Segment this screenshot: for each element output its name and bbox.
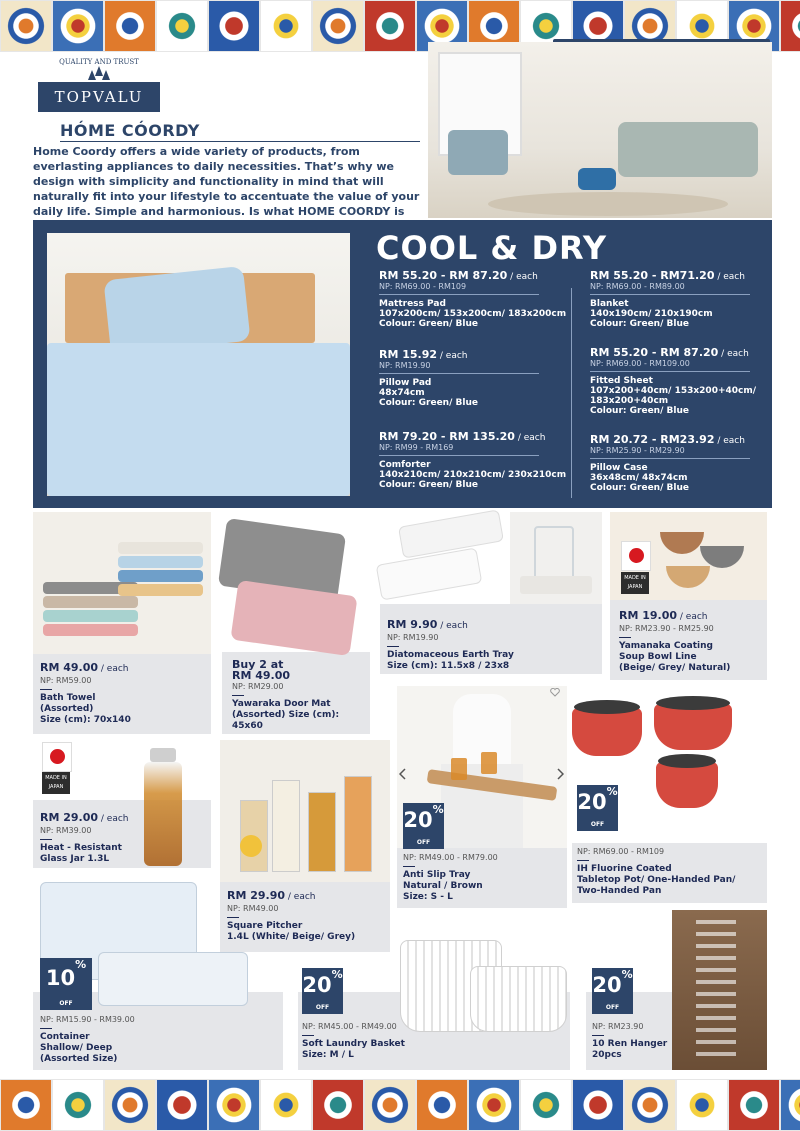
buy-offer: Buy 2 at (232, 658, 284, 671)
off-label: OFF (605, 1004, 620, 1011)
price: RM 49.00 (40, 661, 99, 674)
product-detail: Tabletop Pot/ One-Handed Pan/ (577, 875, 736, 885)
discount-badge (592, 968, 633, 1014)
product-name: Yawaraka Door Mat (232, 699, 331, 709)
price: RM 55.20 - RM71.20 (590, 269, 715, 282)
hanger-info (592, 1021, 672, 1061)
comforter-shape (47, 343, 350, 496)
price: RM 55.20 - RM 87.20 (590, 346, 719, 359)
spec-blanket (590, 271, 765, 329)
earth-tray-photo (372, 512, 510, 608)
each-label: / each (514, 433, 546, 443)
normal-price: NP: RM49.00 - RM79.00 (403, 853, 498, 862)
product-detail: (Assorted) Size (cm): 45x60 (232, 710, 340, 731)
product-name: Diatomaceous Earth Tray (387, 650, 514, 660)
price: RM 55.20 - RM 87.20 (379, 269, 508, 282)
product-name: Anti Slip Tray (403, 870, 471, 880)
item-name: Pillow Case (590, 463, 648, 473)
price: RM 15.92 (379, 348, 438, 361)
title-rule (60, 141, 420, 142)
discount-badge (302, 968, 343, 1014)
each-label: / each (285, 892, 316, 902)
percent-sign: % (621, 968, 633, 981)
item-colour: Colour: Green/ Blue (379, 319, 478, 329)
each-label: / each (98, 814, 129, 824)
cool-dry-title: COOL & DRY (376, 229, 608, 267)
price: RM 49.00 (232, 669, 291, 682)
normal-price: NP: RM59.00 (40, 676, 92, 685)
slip-tray-info (403, 852, 568, 903)
item-colour: Colour: Green/ Blue (590, 483, 689, 493)
normal-price: NP: RM99 - RM169 (379, 443, 539, 456)
percent-sign: % (75, 958, 87, 971)
price: RM 79.20 - RM 135.20 (379, 430, 515, 443)
normal-price: NP: RM69.00 - RM109.00 (590, 359, 750, 372)
hanger-photo (672, 910, 767, 1070)
product-detail: 20pcs (592, 1050, 622, 1060)
normal-price: NP: RM69.00 - RM89.00 (590, 282, 750, 295)
off-label: OFF (59, 1000, 73, 1007)
product-detail: Soup Bowl Line (619, 652, 697, 662)
discount-value: 20 (577, 790, 607, 814)
made-in-japan-badge: MADE IN JAPAN (621, 572, 649, 594)
each-label: / each (714, 272, 745, 282)
door-mat-info (232, 659, 372, 732)
item-size: 140x190cm/ 210x190cm (590, 309, 713, 319)
product-detail: Shallow/ Deep (40, 1043, 113, 1053)
product-size: Size (cm): 11.5x8 / 23x8 (387, 661, 510, 671)
column-divider (571, 288, 572, 498)
product-detail: 1.4L (White/ Beige/ Grey) (227, 932, 356, 942)
product-name: Yamanaka Coating (619, 641, 713, 651)
glass-coaster-photo (510, 512, 602, 604)
pitcher-photo (220, 740, 390, 882)
product-size: Size (cm): 70x140 (40, 715, 131, 725)
discount-value: 20 (592, 973, 622, 997)
normal-price: NP: RM19.90 (387, 633, 439, 642)
soup-bowl-info (619, 610, 769, 674)
normal-price: NP: RM69.00 - RM109 (577, 847, 665, 856)
spec-pillow-case (590, 435, 765, 493)
normal-price: NP: RM25.90 - RM29.90 (590, 446, 750, 459)
price: RM 19.00 (619, 609, 678, 622)
percent-sign: % (331, 968, 343, 981)
chevron-right-icon[interactable] (556, 768, 564, 780)
product-size: Size: S - L (403, 892, 453, 902)
product-detail: Natural / Brown (403, 881, 483, 891)
heart-icon[interactable] (550, 688, 560, 697)
discount-badge (40, 958, 92, 1010)
sofa-shape (618, 122, 758, 177)
product-name: IH Fluorine Coated (577, 864, 672, 874)
item-size: 140x210cm/ 210x210cm/ 230x210cm (379, 470, 567, 480)
each-label: / each (718, 349, 749, 359)
discount-badge (577, 785, 618, 831)
normal-price: NP: RM45.00 - RM49.00 (302, 1022, 397, 1031)
item-name: Mattress Pad (379, 299, 446, 309)
discount-value: 20 (302, 973, 332, 997)
discount-value: 20 (403, 808, 433, 832)
off-label: OFF (590, 821, 605, 828)
door-mat-photo (222, 518, 370, 652)
product-name: Square Pitcher (227, 921, 303, 931)
spec-comforter (379, 432, 569, 490)
product-detail: Glass Jar 1.3L (40, 854, 110, 864)
each-label: / each (507, 272, 538, 282)
product-name: Heat - Resistant (40, 843, 122, 853)
item-size: 36x48cm/ 48x74cm (590, 473, 688, 483)
product-variants: Two-Handed Pan (577, 886, 662, 896)
normal-price: NP: RM49.00 (227, 904, 279, 913)
pitcher-info (227, 890, 392, 943)
discount-badge (403, 803, 444, 849)
normal-price: NP: RM39.00 (40, 826, 92, 835)
normal-price: NP: RM15.90 - RM39.00 (40, 1015, 135, 1024)
pan-info (577, 846, 772, 897)
item-colour: Colour: Green/ Blue (590, 319, 689, 329)
japan-flag-icon (42, 742, 72, 772)
each-label: / each (714, 436, 745, 446)
price: RM 9.90 (387, 618, 438, 631)
ottoman-shape (578, 168, 616, 190)
percent-sign: % (606, 785, 618, 798)
product-name: Container (40, 1032, 90, 1042)
rug-shape (488, 192, 728, 216)
each-label: / each (98, 664, 129, 674)
container-info (40, 1014, 240, 1065)
bed-photo (47, 233, 350, 496)
topvalu-crest-icon (84, 66, 114, 82)
price: RM 29.90 (227, 889, 286, 902)
each-label: / each (437, 621, 468, 631)
normal-price: NP: RM19.90 (379, 361, 539, 374)
glass-jar-photo (140, 748, 190, 868)
item-colour: Colour: Green/ Blue (379, 398, 478, 408)
item-size: 107x200+40cm/ 153x200+40cm/ 183x200+40cm (590, 386, 757, 406)
product-variants: (Assorted Size) (40, 1054, 118, 1064)
bath-towel-info (40, 662, 210, 726)
bottom-tile-border (0, 1079, 800, 1131)
intro-paragraph: Home Coordy offers a wide variety of products, from everlasting appliances to daily necessities. That’s why we design with simplicity and functionality in mind that will naturally fit into your lifestyle to accentuate the value of your daily life. Simple and harmonious. Is what HOME COORDY is (33, 145, 420, 218)
off-label: OFF (416, 839, 431, 846)
normal-price: NP: RM23.90 - RM25.90 (619, 624, 714, 633)
item-name: Blanket (590, 299, 629, 309)
product-name: Bath Towel (40, 693, 96, 703)
each-label: / each (437, 351, 468, 361)
product-variants: (Beige/ Grey/ Natural) (619, 663, 731, 673)
product-name: Soft Laundry Basket (302, 1039, 405, 1049)
brand-line-title: HÓME CÓORDY (60, 121, 200, 140)
pillow-shape (103, 266, 250, 355)
product-size: Size: M / L (302, 1050, 354, 1060)
glass-jar-info (40, 812, 140, 865)
price: RM 29.00 (40, 811, 99, 824)
item-size: 48x74cm (379, 388, 425, 398)
spec-mattress-pad (379, 271, 569, 329)
each-label: / each (677, 612, 708, 622)
item-colour: Colour: Green/ Blue (379, 480, 478, 490)
basket-photo (400, 926, 575, 1036)
discount-value: 10 (45, 966, 76, 990)
price: RM 20.72 - RM23.92 (590, 433, 715, 446)
brand-logo: TOPVALU (38, 82, 160, 112)
percent-sign: % (432, 803, 444, 816)
spec-pillow-pad (379, 350, 569, 408)
product-detail: (Assorted) (40, 704, 94, 714)
normal-price: NP: RM23.90 (592, 1022, 644, 1031)
product-name: 10 Ren Hanger (592, 1039, 668, 1049)
made-in-japan-badge: MADE IN JAPAN (42, 772, 70, 794)
earth-tray-info (387, 619, 602, 672)
item-name: Fitted Sheet (590, 376, 653, 386)
armchair-shape (448, 130, 508, 175)
brand-tagline: QUALITY AND TRUST (59, 58, 139, 66)
normal-price: NP: RM29.00 (232, 682, 284, 691)
item-name: Pillow Pad (379, 378, 432, 388)
off-label: OFF (315, 1004, 330, 1011)
basket-info (302, 1021, 502, 1061)
japan-flag-icon (621, 541, 651, 571)
living-room-photo (428, 42, 772, 218)
bath-towel-photo (33, 512, 211, 654)
item-colour: Colour: Green/ Blue (590, 406, 689, 416)
item-size: 107x200cm/ 153x200cm/ 183x200cm (379, 309, 567, 319)
item-name: Comforter (379, 460, 431, 470)
normal-price: NP: RM69.00 - RM109 (379, 282, 539, 295)
chevron-left-icon[interactable] (399, 768, 407, 780)
spec-fitted-sheet (590, 348, 765, 416)
